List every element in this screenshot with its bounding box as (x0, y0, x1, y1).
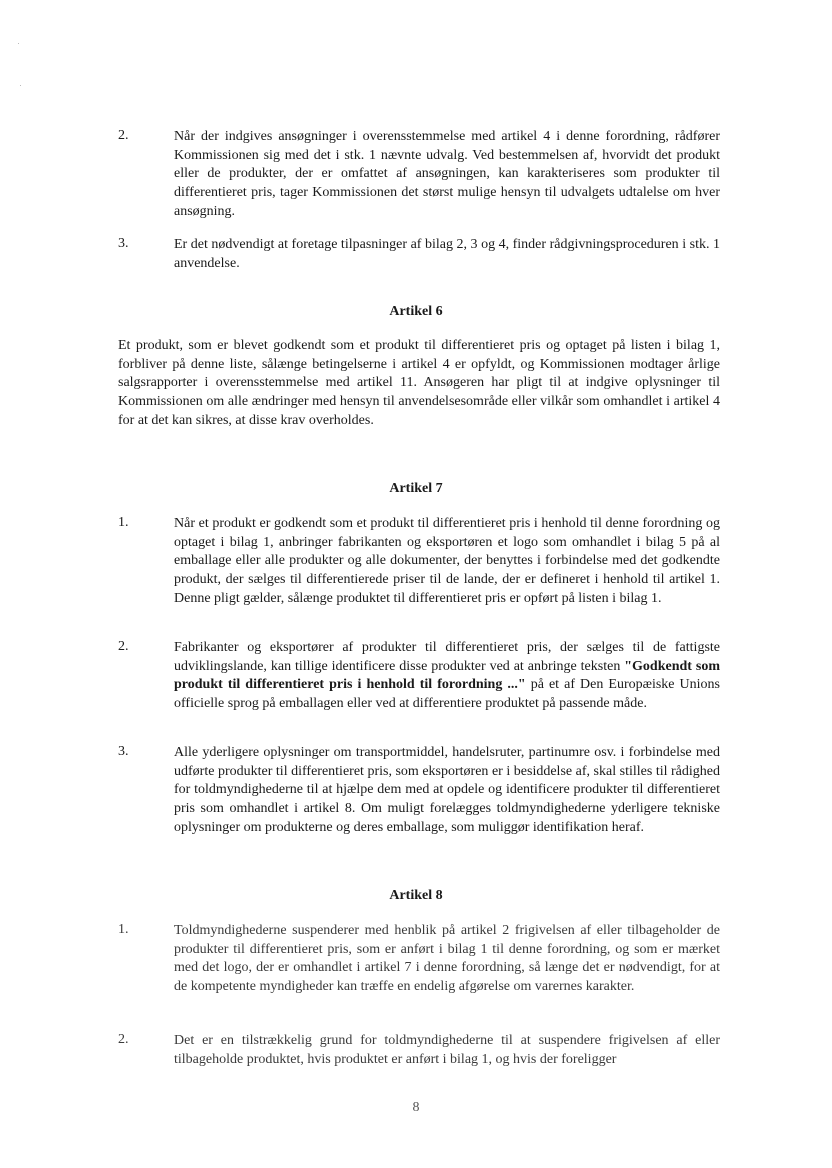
scan-speck (20, 85, 21, 86)
paragraph-number: 2. (118, 639, 129, 654)
paragraph-text: Det er en tilstrækkelig grund for toldmyndighederne til at suspendere frigivelsen af eller tilbageholde produktet, hvis produktet er anført i bilag 1, og hvis der foreligger (174, 1033, 720, 1067)
paragraph-number: 3. (118, 236, 129, 251)
paragraph-text-after: på et af Den Europæiske Unions officielle sprog på emballagen eller ved at differentiere produktet på passende måde. (174, 677, 720, 712)
quoted-label-text: "Godkendt som produkt til differentieret pris i henhold til forordning ..." (174, 658, 720, 693)
article7-heading: Artikel 7 (389, 481, 443, 496)
article7-paragraph-3 (118, 744, 720, 856)
paragraph-text: Alle yderligere oplysninger om transportmiddel, handelsruter, partinumre osv. i forbindelse med udførte produkter til differentieret pris, som eksportøren er i besiddelse af, skal stilles til rådighed for toldmyndighederne til at hjælpe dem med at opdele og identificere produkter til differentieret pris som omhandlet i artikel 8. Om muligt forelægges toldmyndighederne yderligere tekniske oplysninger om produkterne og deres emballage, som muliggør identifikation heraf. (174, 745, 720, 835)
article5-paragraph-3 (118, 236, 720, 276)
paragraph-number: 2. (118, 128, 129, 143)
paragraph-text: Er det nødvendigt at foretage tilpasninger af bilag 2, 3 og 4, finder rådgivningsproceduren i stk. 1 anvendelse. (174, 237, 720, 271)
paragraph-text: Når et produkt er godkendt som et produkt til differentieret pris i henhold til denne forordning og optaget i bilag 1, anbringer fabrikanten og eksportøren et logo som omhandlet i bilag 5 på al emballage eller alle produkter og alle dokumenter, der benyttes i forbindelse med det godkendte produkt, der sælges til differentierede priser til de lande, der er defineret i henhold til artikel 1. Denne pligt gælder, sålænge produktet til differentieret pris er opført på listen i bilag 1. (174, 516, 720, 606)
article5-paragraph-2 (118, 128, 720, 220)
page-number: 8 (412, 1100, 420, 1115)
paragraph-text: Når der indgives ansøgninger i overensstemmelse med artikel 4 i denne forordning, rådfører Kommissionen sig med det i stk. 1 nævnte udvalg. Ved bestemmelsen af, hvorvidt det produkt eller de produkter, der er omfattet af ansøgningen, kan karakteriseres som produkter til differentieret pris, tager Kommissionen det størst mulige hensyn til udvalgets udtalelse om hver ansøgning. (174, 129, 720, 219)
paragraph-text: Toldmyndighederne suspenderer med henblik på artikel 2 frigivelsen af eller tilbageholder de produkter til differentieret pris, som er anført i bilag 1 til denne forordning, og som er mærket med det logo, der er omhandlet i artikel 7 i denne forordning, så længe det er nødvendigt, for at de kompetente myndigheder kan træffe en endelig afgørelse om varernes karakter. (174, 923, 720, 995)
article7-paragraph-1 (118, 515, 720, 625)
article6-heading: Artikel 6 (389, 304, 443, 319)
paragraph-number: 1. (118, 922, 129, 937)
paragraph-number: 2. (118, 1032, 129, 1047)
paragraph-number: 1. (118, 515, 129, 530)
article8-paragraph-1 (118, 922, 720, 1016)
article8-heading: Artikel 8 (389, 888, 443, 903)
article6-paragraph: Et produkt, som er blevet godkendt som et produkt til differentieret pris og optaget på listen i bilag 1, forbliver på denne liste, sålænge betingelserne i artikel 4 er opfyldt, og Kommissionen modtager årlige salgsrapporter i overensstemmelse med artikel 11. Ansøgeren har pligt til at indgive oplysninger til Kommissionen om alle ændringer med hensyn til anvendelsesområde eller vilkår som omhandlet i artikel 4 for at det kan sikres, at disse krav overholdes. (118, 338, 720, 428)
paragraph-text (174, 639, 720, 714)
scan-speck (18, 43, 19, 44)
article8-paragraph-2 (118, 1032, 720, 1072)
paragraph-text-before: Fabrikanter og eksportører af produkter til differentieret pris, der sælges til de fattigste udviklingslande, kan tillige identificere disse produkter ved at anbringe teksten (174, 640, 720, 674)
article7-paragraph-2 (118, 639, 720, 731)
paragraph-number: 3. (118, 744, 129, 759)
